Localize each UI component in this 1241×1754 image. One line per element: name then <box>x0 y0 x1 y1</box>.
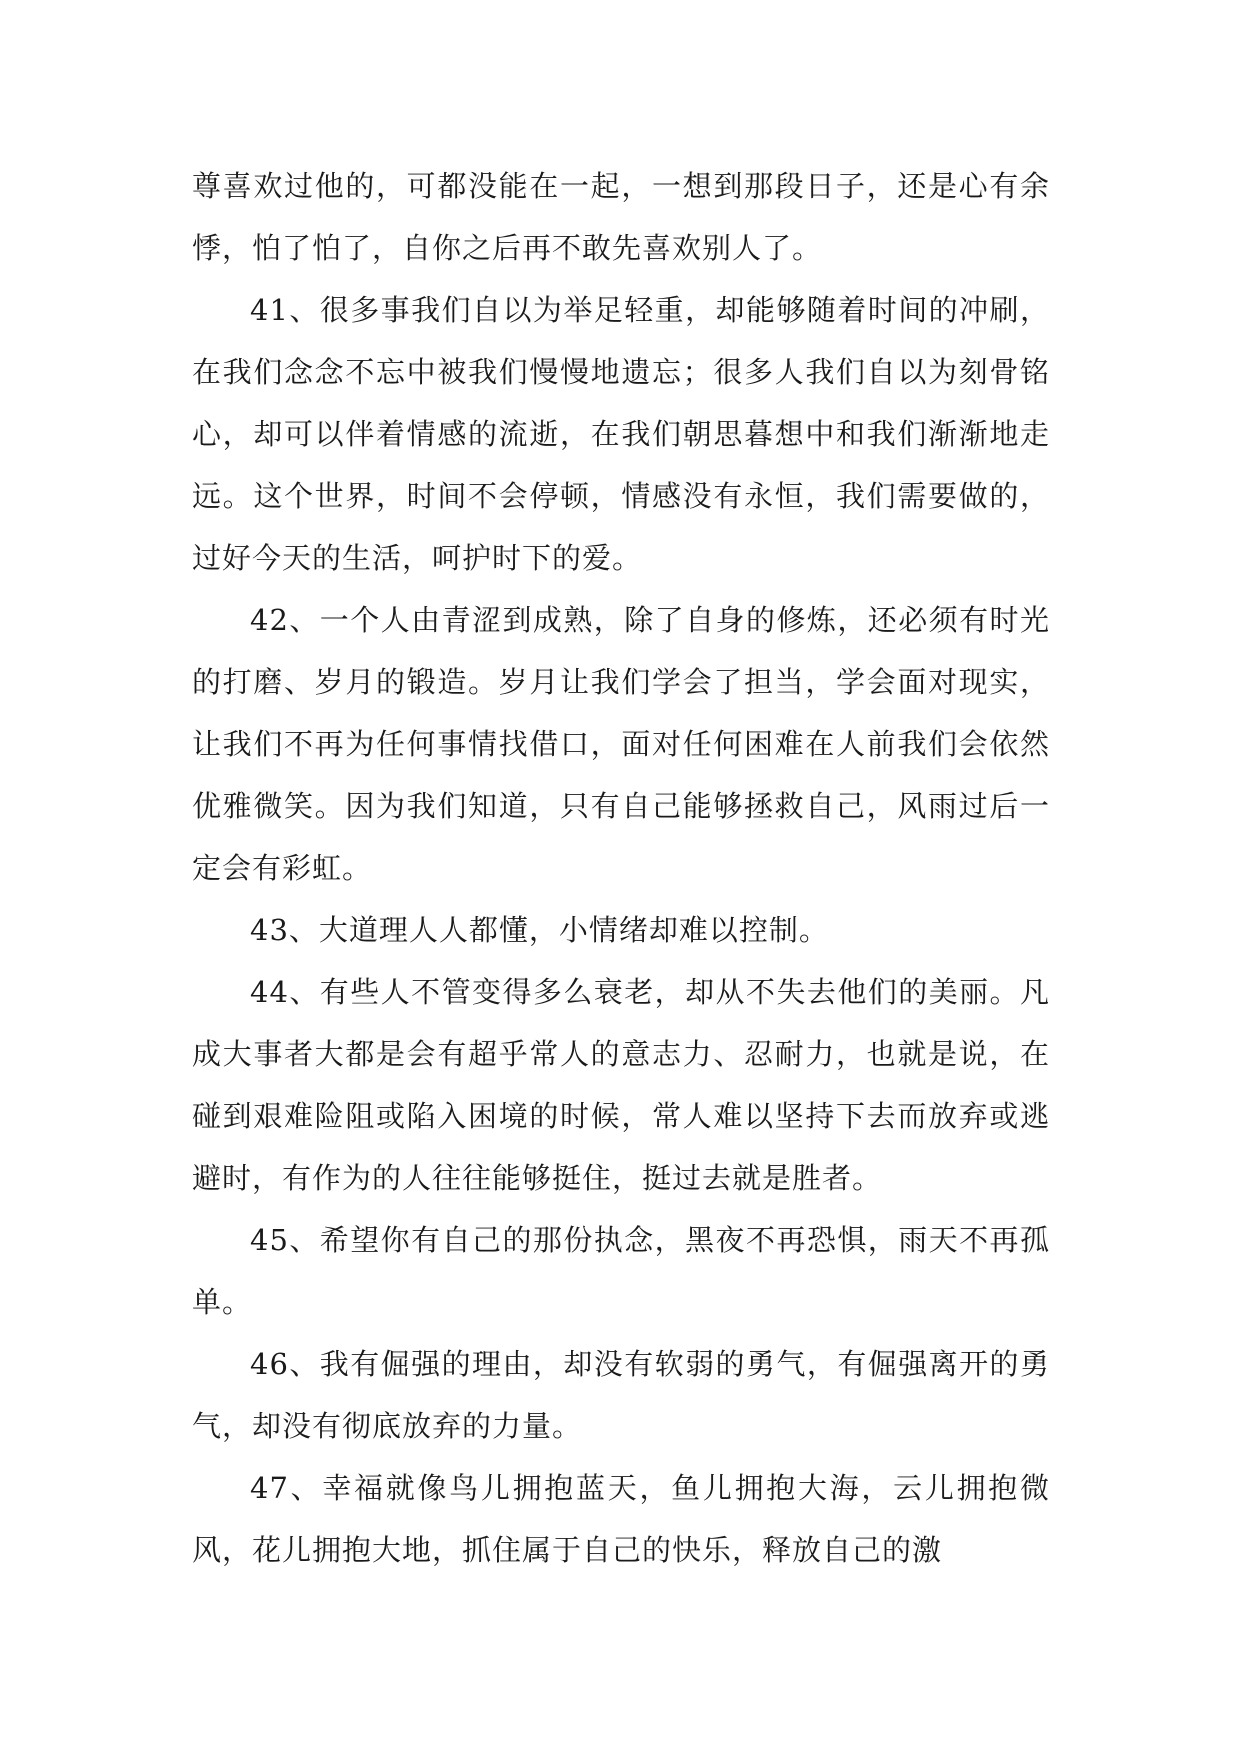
paragraph-41: 41、很多事我们自以为举足轻重，却能够随着时间的冲刷，在我们念念不忘中被我们慢慢地遗忘；很多人我们自以为刻骨铭心，却可以伴着情感的流逝，在我们朝思暮想中和我们渐渐地走远。这个世界，时间不会停顿，情感没有永恒，我们需要做的，过好今天的生活，呵护时下的爱。 <box>192 293 1050 575</box>
paragraph-42: 42、一个人由青涩到成熟，除了自身的修炼，还必须有时光的打磨、岁月的锻造。岁月让我们学会了担当，学会面对现实，让我们不再为任何事情找借口，面对任何困难在人前我们会依然优雅微笑。因为我们知道，只有自己能够拯救自己，风雨过后一定会有彩虹。 <box>192 603 1050 885</box>
paragraph-46: 46、我有倔强的理由，却没有软弱的勇气，有倔强离开的勇气，却没有彻底放弃的力量。 <box>192 1347 1050 1443</box>
document-body <box>192 155 1050 1581</box>
paragraph-continuation: 尊喜欢过他的，可都没能在一起，一想到那段日子，还是心有余悸，怕了怕了，自你之后再不敢先喜欢别人了。 <box>192 169 1050 265</box>
paragraph-43: 43、大道理人人都懂，小情绪却难以控制。 <box>250 913 829 947</box>
paragraph-44: 44、有些人不管变得多么衰老，却从不失去他们的美丽。凡成大事者大都是会有超乎常人的意志力、忍耐力，也就是说，在碰到艰难险阻或陷入困境的时候，常人难以坚持下去而放弃或逃避时，有作为的人往往能够挺住，挺过去就是胜者。 <box>192 975 1050 1195</box>
paragraph-45: 45、希望你有自己的那份执念，黑夜不再恐惧，雨天不再孤单。 <box>192 1223 1050 1319</box>
paragraph-47: 47、幸福就像鸟儿拥抱蓝天，鱼儿拥抱大海，云儿拥抱微风，花儿拥抱大地，抓住属于自己的快乐，释放自己的激 <box>192 1471 1050 1567</box>
